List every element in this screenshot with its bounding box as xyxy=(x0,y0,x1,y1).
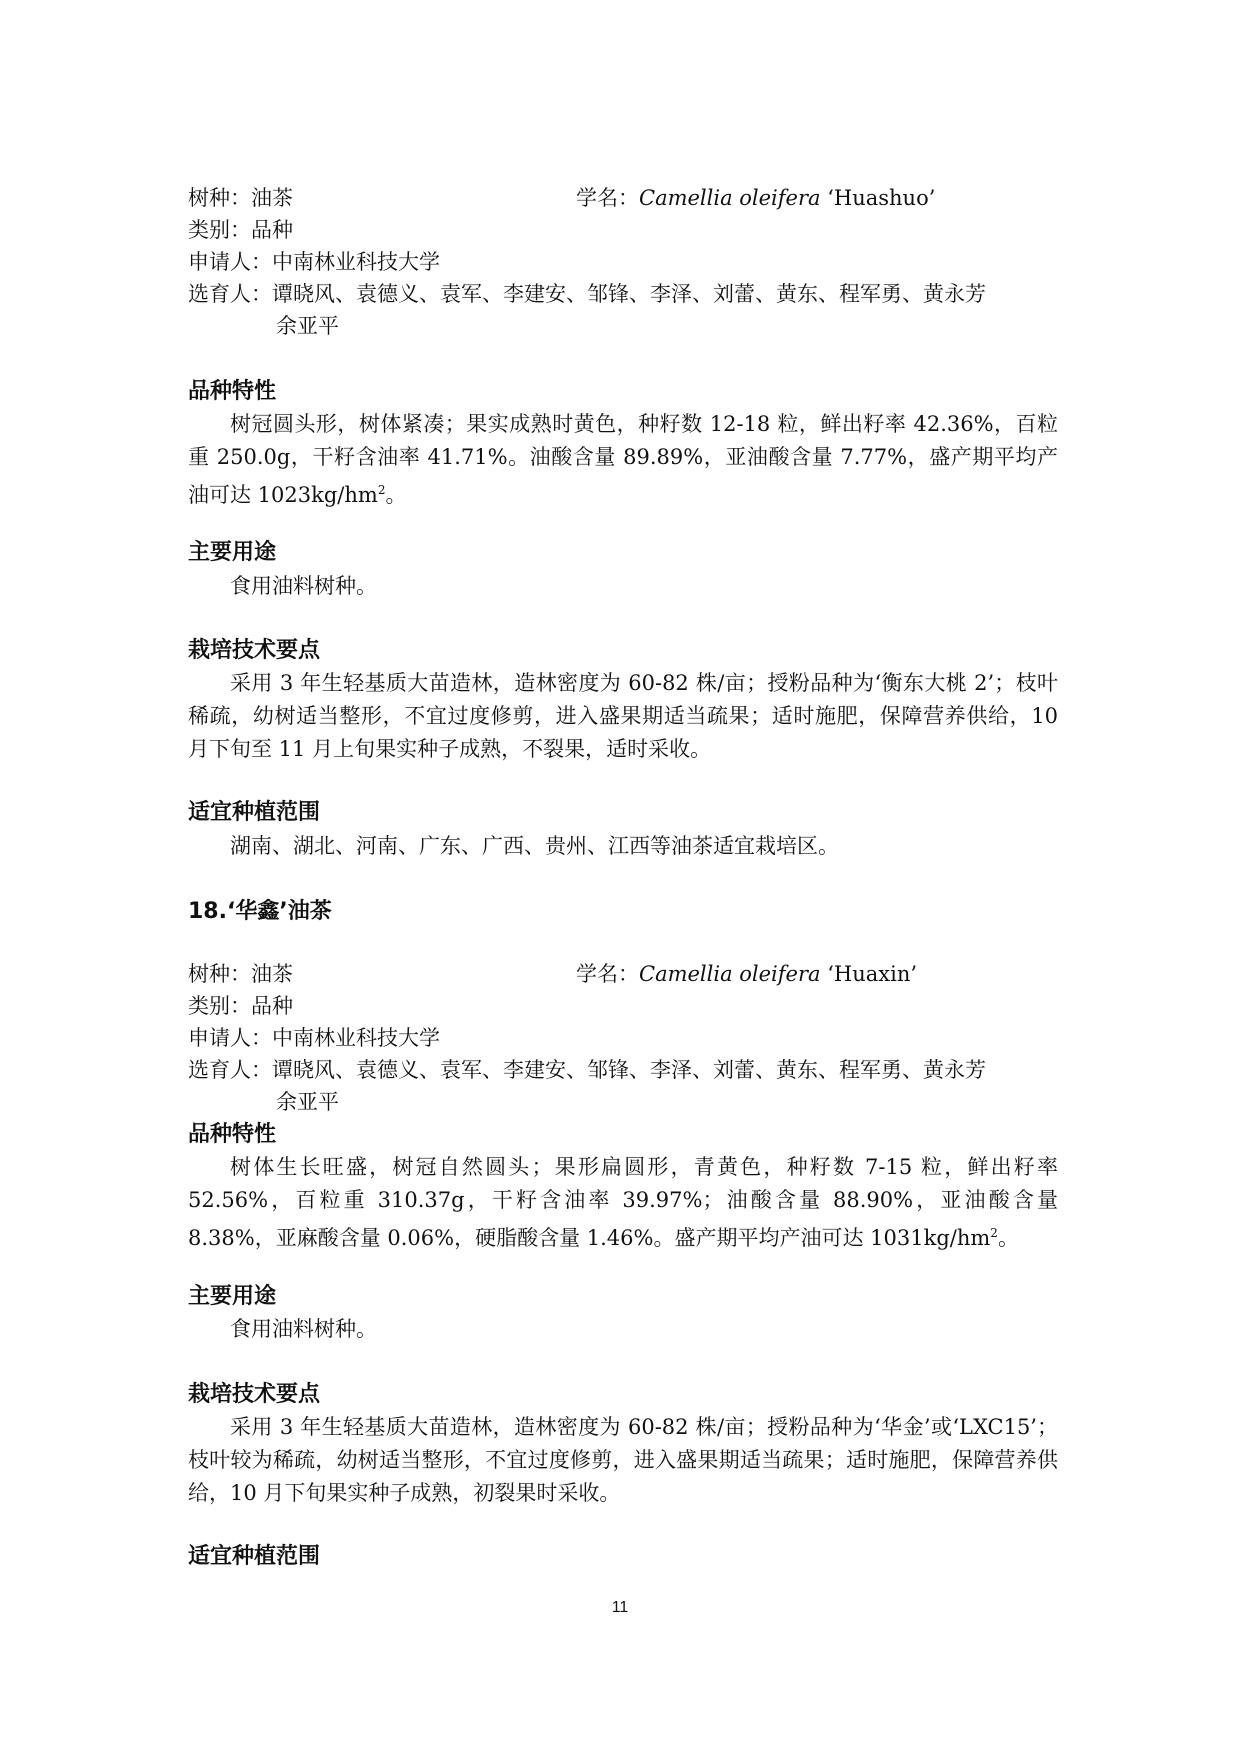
traits-end: 。 xyxy=(385,483,407,507)
section-heading-range: 适宜种植范围 xyxy=(188,1544,321,1569)
breeders-line-continued: 余亚平 xyxy=(276,314,339,338)
cultivation-paragraph: 采用 3 年生轻基质大苗造林，造林密度为 60-82 株/亩；授粉品种为‘华金’或‘LXC15’；枝叶较为稀疏，幼树适当整形，不宜过度修剪，进入盛果期适当疏果；适时施肥，保障营养供给，10 月下旬果实种子成熟，初裂果时采收。 xyxy=(188,1415,1058,1505)
traits-end: 。 xyxy=(997,1226,1019,1250)
sci-binomial: Camellia oleifera xyxy=(639,186,821,210)
scientific-name xyxy=(576,958,917,990)
applicant-line: 申请人：中南林业科技大学 xyxy=(188,250,440,274)
breeders-line: 选育人：谭晓风、袁德义、袁军、李建安、邹锋、李泽、刘蕾、黄东、程军勇、黄永芳 xyxy=(188,1058,986,1082)
section-heading-traits: 品种特性 xyxy=(188,379,277,404)
superscript: 2 xyxy=(990,1226,998,1240)
superscript: 2 xyxy=(377,483,386,497)
section-heading-cultivation: 栽培技术要点 xyxy=(188,638,321,663)
breeders-line-continued: 余亚平 xyxy=(276,1090,339,1114)
species-row xyxy=(188,182,1058,214)
section-heading-use: 主要用途 xyxy=(188,1284,277,1309)
sci-binomial: Camellia oleifera xyxy=(639,962,821,986)
sci-prefix: 学名： xyxy=(576,186,639,210)
category-line: 类别：品种 xyxy=(188,218,293,242)
use-paragraph: 食用油料树种。 xyxy=(230,1317,377,1341)
entry-title: 18.‘华鑫’油茶 xyxy=(188,899,332,924)
use-paragraph: 食用油料树种。 xyxy=(230,574,377,598)
traits-text: 树冠圆头形，树体紧凑；果实成熟时黄色，种籽数 12-18 粒，鲜出籽率 42.36%，百粒重 250.0g，干籽含油率 41.71%。油酸含量 89.89%，亚油酸含量 7.77%，盛产期平均产油可达 1023kg/hm xyxy=(188,412,1058,507)
section-heading-range: 适宜种植范围 xyxy=(188,800,321,825)
traits-text: 树体生长旺盛，树冠自然圆头；果形扁圆形，青黄色，种籽数 7-15 粒，鲜出籽率 52.56%，百粒重 310.37g，干籽含油率 39.97%；油酸含量 88.90%，亚油酸含量 8.38%，亚麻酸含量 0.06%，硬脂酸含量 1.46%。盛产期平均产油可达 1031kg/hm xyxy=(188,1155,1058,1250)
cultivation-paragraph: 采用 3 年生轻基质大苗造林，造林密度为 60-82 株/亩；授粉品种为‘衡东大桃 2’；枝叶稀疏，幼树适当整形，不宜过度修剪，进入盛果期适当疏果；适时施肥，保障营养供给，10 月下旬至 11 月上旬果实种子成熟，不裂果，适时采收。 xyxy=(188,671,1058,761)
breeders-line: 选育人：谭晓风、袁德义、袁军、李建安、邹锋、李泽、刘蕾、黄东、程军勇、黄永芳 xyxy=(188,282,986,306)
section-heading-use: 主要用途 xyxy=(188,540,277,565)
applicant-line: 申请人：中南林业科技大学 xyxy=(188,1026,440,1050)
sci-prefix: 学名： xyxy=(576,962,639,986)
traits-paragraph xyxy=(188,408,1058,512)
category-line: 类别：品种 xyxy=(188,994,293,1018)
species-row xyxy=(188,958,1058,990)
cultivar-name: ‘Huaxin’ xyxy=(820,962,918,986)
cultivar-name: ‘Huashuo’ xyxy=(820,186,936,210)
traits-paragraph xyxy=(188,1151,1058,1255)
scientific-name xyxy=(576,182,935,214)
range-paragraph: 湖南、湖北、河南、广东、广西、贵州、江西等油茶适宜栽培区。 xyxy=(230,834,839,858)
species-label: 树种：油茶 xyxy=(188,186,293,210)
section-heading-traits: 品种特性 xyxy=(188,1122,277,1147)
page-number: 11 xyxy=(611,1599,629,1616)
species-label: 树种：油茶 xyxy=(188,962,293,986)
section-heading-cultivation: 栽培技术要点 xyxy=(188,1382,321,1407)
